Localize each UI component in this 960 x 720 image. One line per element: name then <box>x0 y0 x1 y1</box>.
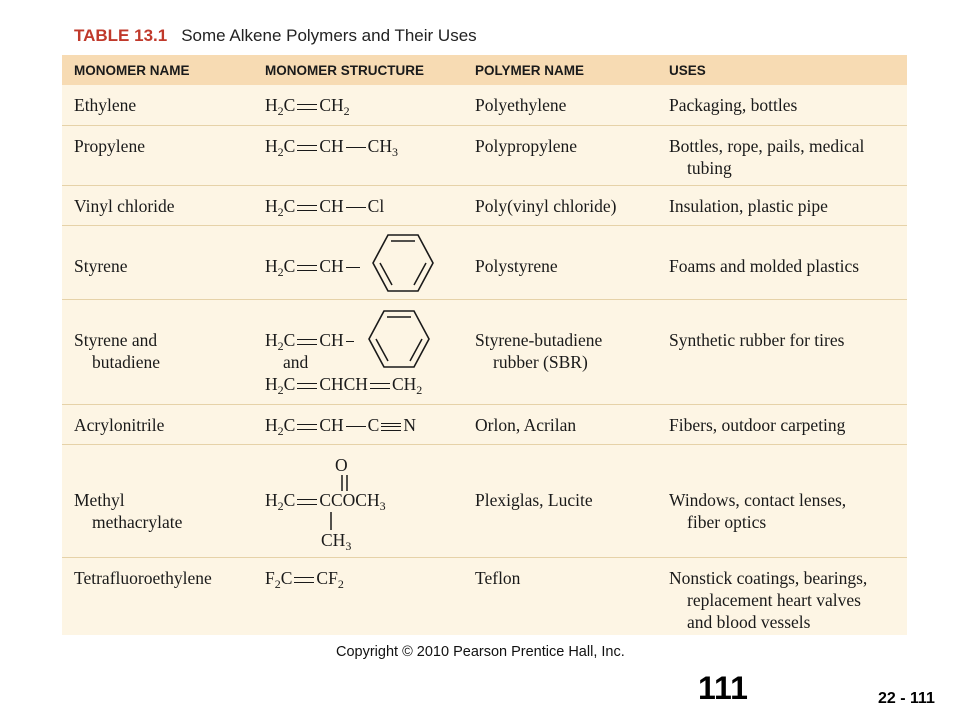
table-label: TABLE 13.1 <box>74 26 168 45</box>
polymer-uses: Foams and molded plastics <box>669 256 860 276</box>
copyright-notice: Copyright © 2010 Pearson Prentice Hall, Inc. <box>336 644 625 660</box>
polymer-uses: Nonstick coatings, bearings, <box>669 568 868 588</box>
polymer-name: Polystyrene <box>475 256 558 276</box>
methyl-single-bond-icon <box>328 512 334 530</box>
monomer-name-cont: butadiene <box>92 352 161 372</box>
header-monomer-structure: MONOMER STRUCTURE <box>265 63 424 78</box>
polymer-uses: Fibers, outdoor carpeting <box>669 415 846 435</box>
monomer-structure: $H_2C$ CH Cl <box>265 196 385 219</box>
polymer-name: Teflon <box>475 568 521 588</box>
monomer-name: Styrene <box>74 256 128 276</box>
alkene-polymers-table <box>62 55 907 635</box>
monomer-name: Propylene <box>74 136 145 156</box>
table-title: Some Alkene Polymers and Their Uses <box>181 26 477 45</box>
monomer-name-cont: methacrylate <box>92 512 183 532</box>
table-header-row <box>62 55 907 85</box>
table-row <box>62 557 907 636</box>
monomer-structure: $H_2C$ CH C N <box>265 415 416 438</box>
polymer-uses: Bottles, rope, pails, medical <box>669 136 865 156</box>
polymer-uses-cont: and blood vessels <box>687 612 811 632</box>
table-row <box>62 404 907 445</box>
benzene-ring-icon <box>370 232 436 294</box>
header-uses: USES <box>669 63 706 78</box>
polymer-uses: Windows, contact lenses, <box>669 490 847 510</box>
polymer-uses: Packaging, bottles <box>669 95 798 115</box>
methyl-group: $CH_3$ <box>321 530 352 553</box>
polymer-uses-cont: tubing <box>687 158 732 178</box>
monomer-name: Acrylonitrile <box>74 415 165 435</box>
monomer-name: Methyl <box>74 490 125 510</box>
monomer-structure: $H_2C$ $CH_2$ <box>265 95 350 118</box>
table-row <box>62 444 907 558</box>
table-row <box>62 125 907 186</box>
polymer-name: Polyethylene <box>475 95 567 115</box>
monomer-structure: $F_2C$ $CF_2$ <box>265 568 344 591</box>
monomer-structure: $H_2C$ CH $CH_3$ <box>265 136 398 159</box>
polymer-name-cont: rubber (SBR) <box>493 352 588 372</box>
monomer-structure-butadiene: $H_2C$ CHCH $CH_2$ <box>265 374 423 397</box>
table-row <box>62 299 907 405</box>
monomer-structure: $H_2C$ $CCOCH_3$ <box>265 490 386 513</box>
benzene-ring-icon <box>366 308 432 370</box>
header-polymer-name: POLYMER NAME <box>475 63 585 78</box>
polymer-uses-cont: fiber optics <box>687 512 767 532</box>
polymer-name: Styrene-butadiene <box>475 330 603 350</box>
table-row <box>62 225 907 300</box>
monomer-name: Tetrafluoroethylene <box>74 568 212 588</box>
polymer-uses: Insulation, plastic pipe <box>669 196 828 216</box>
polymer-name: Plexiglas, Lucite <box>475 490 593 510</box>
polymer-uses: Synthetic rubber for tires <box>669 330 845 350</box>
monomer-name: Ethylene <box>74 95 137 115</box>
polymer-uses-cont: replacement heart valves <box>687 590 861 610</box>
monomer-structure-styrene: $H_2C$ CH <box>265 329 356 351</box>
monomer-structure: $H_2C$ CH <box>265 255 362 277</box>
monomer-name: Styrene and <box>74 330 158 350</box>
polymer-name: Polypropylene <box>475 136 578 156</box>
table-caption <box>74 26 477 46</box>
polymer-name: Orlon, Acrilan <box>475 415 577 435</box>
table-row <box>62 185 907 226</box>
polymer-name: Poly(vinyl chloride) <box>475 196 617 216</box>
header-monomer-name: MONOMER NAME <box>74 63 190 78</box>
page-number: 22 - 111 <box>878 690 935 707</box>
table-row <box>62 85 907 125</box>
structure-and: and <box>283 352 309 372</box>
carbonyl-oxygen: O <box>335 455 348 475</box>
slide-number: 111 <box>698 670 748 706</box>
monomer-name: Vinyl chloride <box>74 196 175 216</box>
